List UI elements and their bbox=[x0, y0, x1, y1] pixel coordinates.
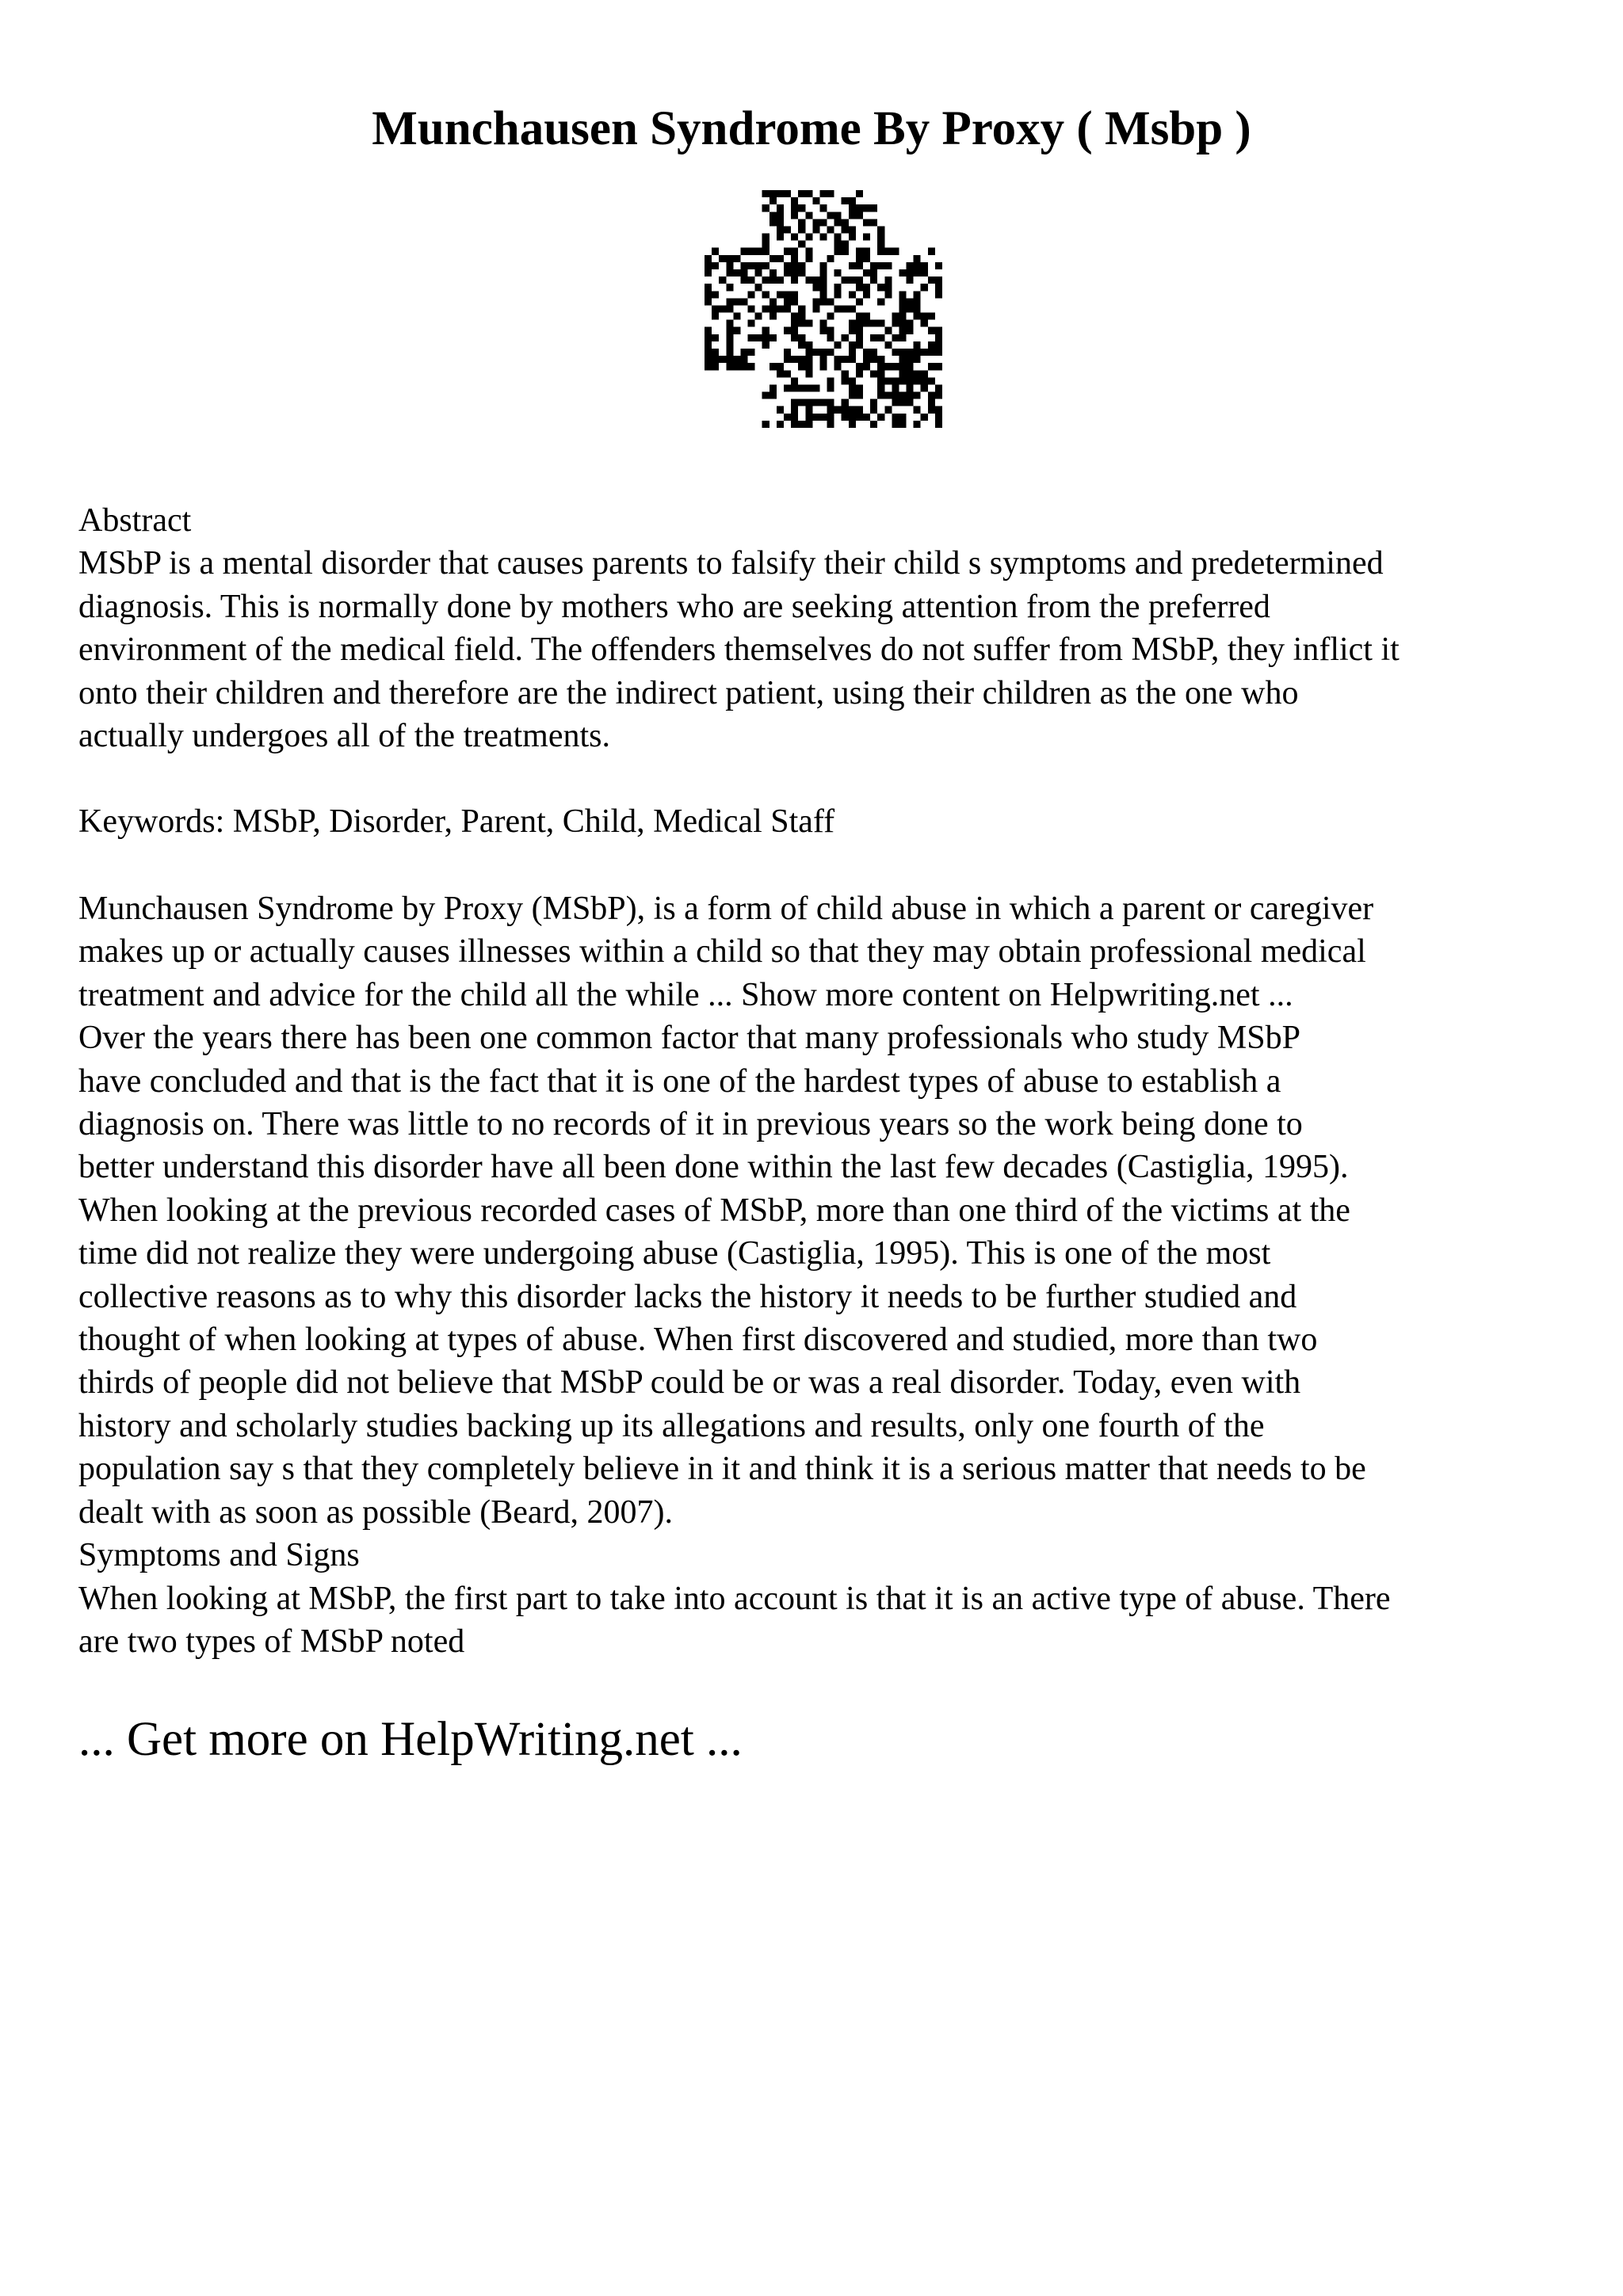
body-line: better understand this disorder have all been done within the last few decades (Castiglia, 1995). bbox=[78, 1149, 1349, 1186]
body-line: population say s that they completely believe in it and think it is a serious matter that needs to be bbox=[78, 1451, 1366, 1488]
body-line: When looking at MSbP, the first part to take into account is that it is an active type of abuse. There bbox=[78, 1580, 1391, 1617]
abstract-line: diagnosis. This is normally done by mothers who are seeking attention from the preferred bbox=[78, 588, 1270, 625]
abstract-line: MSbP is a mental disorder that causes parents to falsify their child s symptoms and predetermined bbox=[78, 545, 1384, 582]
qr-code-icon bbox=[705, 190, 942, 428]
abstract-heading: Abstract bbox=[78, 502, 192, 539]
abstract-section bbox=[78, 499, 1568, 757]
section-heading-symptoms: Symptoms and Signs bbox=[78, 1537, 360, 1574]
body-line: makes up or actually causes illnesses within a child so that they may obtain professional medical bbox=[78, 933, 1366, 971]
body-line: thirds of people did not believe that MSbP could be or was a real disorder. Today, even with bbox=[78, 1364, 1301, 1402]
body-line: diagnosis on. There was little to no records of it in previous years so the work being done to bbox=[78, 1106, 1303, 1143]
body-line: collective reasons as to why this disorder lacks the history it needs to be further studied and bbox=[78, 1278, 1297, 1315]
abstract-line: onto their children and therefore are the indirect patient, using their children as the one who bbox=[78, 674, 1299, 711]
body-line: time did not realize they were undergoing abuse (Castiglia, 1995). This is one of the most bbox=[78, 1235, 1271, 1272]
document-title: Munchausen Syndrome By Proxy ( Msbp ) bbox=[372, 102, 1251, 155]
body-line: treatment and advice for the child all the while ... Show more content on Helpwriting.net ... bbox=[78, 976, 1293, 1013]
body-line: dealt with as soon as possible (Beard, 2007). bbox=[78, 1493, 674, 1531]
body-line: When looking at the previous recorded cases of MSbP, more than one third of the victims at the bbox=[78, 1192, 1350, 1229]
body-line: history and scholarly studies backing up its allegations and results, only one fourth of the bbox=[78, 1407, 1265, 1444]
keywords-section bbox=[78, 800, 1568, 843]
get-more-link[interactable]: ... Get more on HelpWriting.net ... bbox=[78, 1713, 743, 1766]
abstract-line: environment of the medical field. The offenders themselves do not suffer from MSbP, they inflict it bbox=[78, 631, 1400, 669]
main-text-section bbox=[78, 887, 1568, 1663]
keywords-line: Keywords: MSbP, Disorder, Parent, Child, Medical Staff bbox=[78, 803, 835, 840]
body-line: are two types of MSbP noted bbox=[78, 1623, 465, 1660]
body-line: thought of when looking at types of abuse. When first discovered and studied, more than two bbox=[78, 1322, 1318, 1359]
body-line: Munchausen Syndrome by Proxy (MSbP), is a form of child abuse in which a parent or caregiver bbox=[78, 891, 1374, 927]
body-line: have concluded and that is the fact that it is one of the hardest types of abuse to establish a bbox=[78, 1062, 1281, 1100]
abstract-line: actually undergoes all of the treatments. bbox=[78, 718, 610, 755]
body-line: Over the years there has been one common factor that many professionals who study MSbP bbox=[78, 1020, 1300, 1057]
